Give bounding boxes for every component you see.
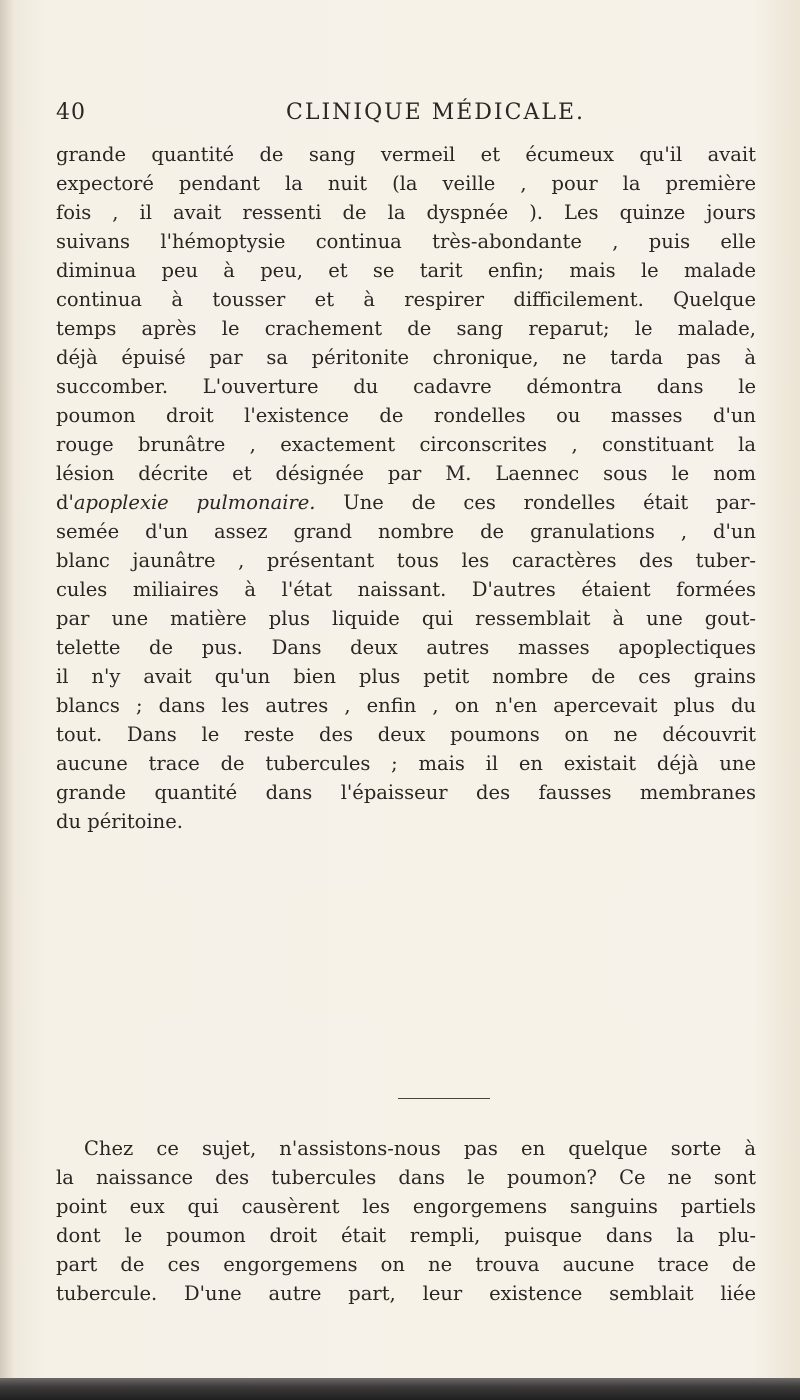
text-line: tout. Dans le reste des deux poumons on ne découvrit	[56, 723, 756, 746]
text-line-with-italic	[56, 488, 756, 517]
text-line: tubercule. D'une autre part, leur existence semblait liée	[56, 1282, 756, 1305]
text-line: continua à tousser et à respirer difficilement. Quelque	[56, 288, 756, 311]
text-line: semée d'un assez grand nombre de granulations , d'un	[56, 520, 756, 543]
scan-edge-band	[0, 1378, 800, 1400]
text-line: par une matière plus liquide qui ressemblait à une gout-	[56, 607, 756, 630]
paragraph-1	[56, 140, 756, 836]
text-line: grande quantité dans l'épaisseur des fausses membranes	[56, 781, 756, 804]
italic-prefix: d'	[56, 491, 74, 514]
italic-suffix: Une de ces rondelles était par-	[315, 491, 756, 514]
paragraph-2	[56, 1134, 756, 1308]
text-line: aucune trace de tubercules ; mais il en existait déjà une	[56, 752, 756, 775]
text-line: point eux qui causèrent les engorgemens sanguins partiels	[56, 1195, 756, 1218]
text-line: blancs ; dans les autres , enfin , on n'en apercevait plus du	[56, 694, 756, 717]
text-line: poumon droit l'existence de rondelles ou masses d'un	[56, 404, 756, 427]
text-line: succomber. L'ouverture du cadavre démontra dans le	[56, 375, 756, 398]
text-line: rouge brunâtre , exactement circonscrites , constituant la	[56, 433, 756, 456]
running-title: CLINIQUE MÉDICALE.	[286, 100, 586, 125]
italic-term: apoplexie pulmonaire.	[73, 491, 316, 514]
text-line: du péritoine.	[56, 810, 183, 833]
text-line: expectoré pendant la nuit (la veille , pour la première	[56, 172, 756, 195]
text-line: il n'y avait qu'un bien plus petit nombre de ces grains	[56, 665, 756, 688]
text-line: blanc jaunâtre , présentant tous les caractères des tuber-	[56, 549, 756, 572]
text-line: lésion décrite et désignée par M. Laennec sous le nom	[56, 462, 756, 485]
text-line: part de ces engorgemens on ne trouva aucune trace de	[56, 1253, 756, 1276]
text-line: Chez ce sujet, n'assistons-nous pas en quelque sorte à	[84, 1137, 756, 1160]
text-line: fois , il avait ressenti de la dyspnée ). Les quinze jours	[56, 201, 756, 224]
spine-shadow	[0, 0, 14, 1400]
text-line: diminua peu à peu, et se tarit enfin; mais le malade	[56, 259, 756, 282]
page-header	[56, 100, 736, 134]
text-line: suivans l'hémoptysie continua très-abondante , puis elle	[56, 230, 756, 253]
text-line: déjà épuisé par sa péritonite chronique, ne tarda pas à	[56, 346, 756, 369]
text-line: grande quantité de sang vermeil et écumeux qu'il avait	[56, 143, 756, 166]
section-rule	[398, 1098, 490, 1099]
text-line: telette de pus. Dans deux autres masses apoplectiques	[56, 636, 756, 659]
text-line: cules miliaires à l'état naissant. D'autres étaient formées	[56, 578, 756, 601]
text-line: dont le poumon droit était rempli, puisque dans la plu-	[56, 1224, 756, 1247]
page-number: 40	[56, 100, 86, 125]
text-line: temps après le crachement de sang reparut; le malade,	[56, 317, 756, 340]
text-line: la naissance des tubercules dans le poumon? Ce ne sont	[56, 1166, 756, 1189]
